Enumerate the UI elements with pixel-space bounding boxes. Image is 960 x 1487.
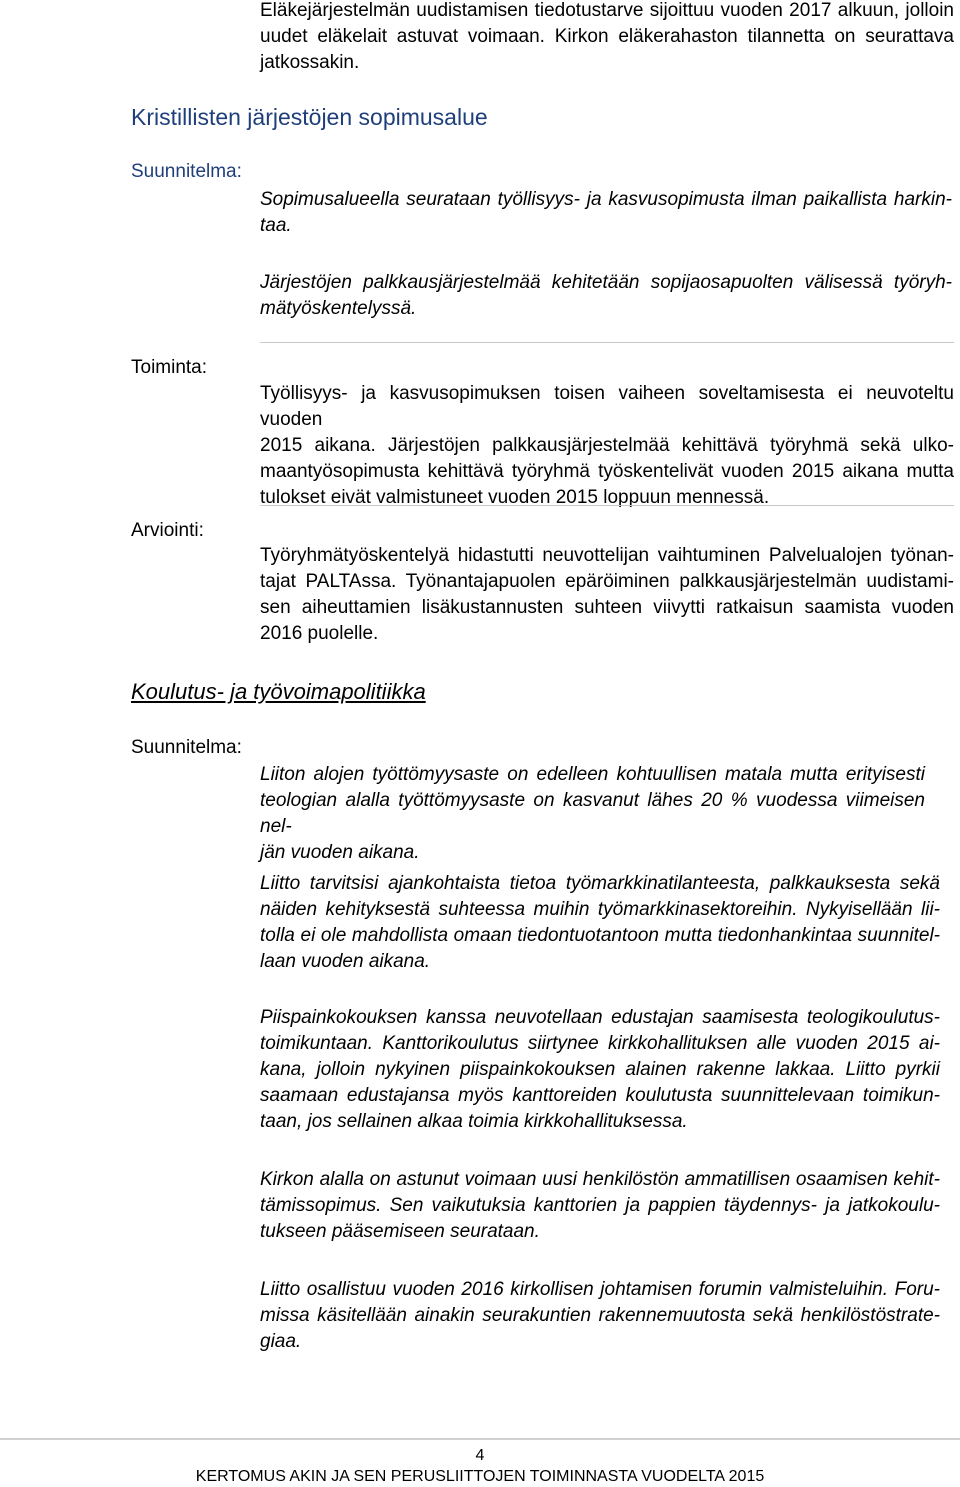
text-line: giaa. (260, 1331, 302, 1352)
intro-line: jatkossakin. (260, 52, 360, 73)
evaluation-label: Arviointi: (131, 520, 204, 541)
section-heading-koulutus: Koulutus- ja työvoimapolitiikka (131, 679, 426, 704)
text-line: Työllisyys- ja kasvusopimuksen toisen vaiheen soveltamisesta ei neuvoteltu vuoden (260, 383, 954, 430)
plan-paragraph (260, 1167, 940, 1245)
divider (260, 505, 954, 506)
text-line: saamaan edustajansa myös kanttoreiden koulutusta suunnittelevaan toimikun- (260, 1085, 940, 1106)
text-line: Liitto tarvitsisi ajankohtaista tietoa työmarkkinatilanteesta, palkkauksesta sekä (260, 873, 940, 894)
text-line: Työryhmätyöskentelyä hidastutti neuvottelijan vaihtuminen Palvelualojen työnan- (260, 545, 954, 566)
evaluation-paragraph (260, 543, 954, 647)
text-line: jän vuoden aikana. (260, 842, 420, 863)
text-line: Sopimusalueella seurataan työllisyys- ja kasvusopimusta ilman paikallista harkin- (260, 189, 952, 210)
plan-paragraph (260, 1277, 940, 1355)
plan-label: Suunnitelma: (131, 161, 242, 182)
intro-line: Eläkejärjestelmän uudistamisen tiedotustarve sijoittuu vuoden 2017 alkuun, jolloin (260, 0, 954, 21)
action-paragraph (260, 381, 954, 511)
text-line: tämissopimus. Sen vaikutuksia kanttorien ja pappien täydennys- ja jatkokoulu- (260, 1195, 940, 1216)
text-line: maantyösopimusta kehittävä työryhmä työskentelivät vuoden 2015 aikana mutta (260, 461, 954, 482)
intro-line: uudet eläkelait astuvat voimaan. Kirkon eläkerahaston tilannetta on seurattava (260, 26, 954, 47)
plan-paragraph (260, 1005, 940, 1135)
plan-paragraph (260, 762, 925, 866)
text-line: missa käsitellään ainakin seurakuntien rakennemuutosta sekä henkilöstöstrate- (260, 1305, 940, 1326)
text-line: Liiton alojen työttömyysaste on edelleen kohtuullisen matala mutta erityisesti (260, 764, 925, 785)
text-line: 2015 aikana. Järjestöjen palkkausjärjestelmää kehittävä työryhmä sekä ulko- (260, 435, 954, 456)
footer-title: KERTOMUS AKIN JA SEN PERUSLIITTOJEN TOIMINNASTA VUODELTA 2015 (195, 1468, 765, 1485)
divider (260, 342, 954, 343)
text-line: teologian alalla työttömyysaste on kasvanut lähes 20 % vuodessa viimeisen nel- (260, 790, 925, 837)
text-line: tukseen pääsemiseen seurataan. (260, 1221, 540, 1242)
text-line: 2016 puolelle. (260, 623, 379, 644)
text-line: Järjestöjen palkkausjärjestelmää kehitetään sopijaosapuolten välisessä työryh- (260, 272, 952, 293)
text-line: tajat PALTAssa. Työnantajapuolen epäröiminen palkkausjärjestelmän uudistami- (260, 571, 954, 592)
text-line: näiden kehityksestä suhteessa muihin työmarkkinasektoreihin. Nykyisellään lii- (260, 899, 940, 920)
footer-divider (0, 1438, 960, 1440)
plan-label: Suunnitelma: (131, 737, 242, 758)
text-line: taa. (260, 215, 292, 236)
action-label: Toiminta: (131, 357, 208, 378)
text-line: Piispainkokouksen kanssa neuvotellaan edustajan saamisesta teologikoulutus- (260, 1007, 940, 1028)
plan-paragraph (260, 871, 940, 975)
text-line: Liitto osallistuu vuoden 2016 kirkollisen johtamisen forumin valmisteluihin. Foru- (260, 1279, 940, 1300)
plan-paragraph (260, 270, 952, 322)
text-line: tulokset eivät valmistuneet vuoden 2015 loppuun mennessä. (260, 487, 770, 508)
text-line: taan, jos sellainen alkaa toimia kirkkohallituksessa. (260, 1111, 688, 1132)
section-heading-kristillisten: Kristillisten järjestöjen sopimusalue (131, 104, 488, 130)
page-number: 4 (475, 1447, 485, 1464)
text-line: laan vuoden aikana. (260, 951, 431, 972)
text-line: sen aiheuttamien lisäkustannusten suhteen viivytti ratkaisun saamista vuoden (260, 597, 954, 618)
text-line: tolla ei ole mahdollista omaan tiedontuotantoon mutta tiedonhankintaa suunnitel- (260, 925, 940, 946)
plan-paragraph (260, 187, 952, 239)
text-line: Kirkon alalla on astunut voimaan uusi henkilöstön ammatillisen osaamisen kehit- (260, 1169, 940, 1190)
intro-paragraph (260, 0, 954, 76)
text-line: mätyöskentelyssä. (260, 298, 417, 319)
text-line: kana, jolloin nykyinen piispainkokouksen alainen rakenne lakkaa. Liitto pyrkii (260, 1059, 940, 1080)
text-line: toimikuntaan. Kanttorikoulutus siirtynee kirkkohallituksen alle vuoden 2015 ai- (260, 1033, 940, 1054)
